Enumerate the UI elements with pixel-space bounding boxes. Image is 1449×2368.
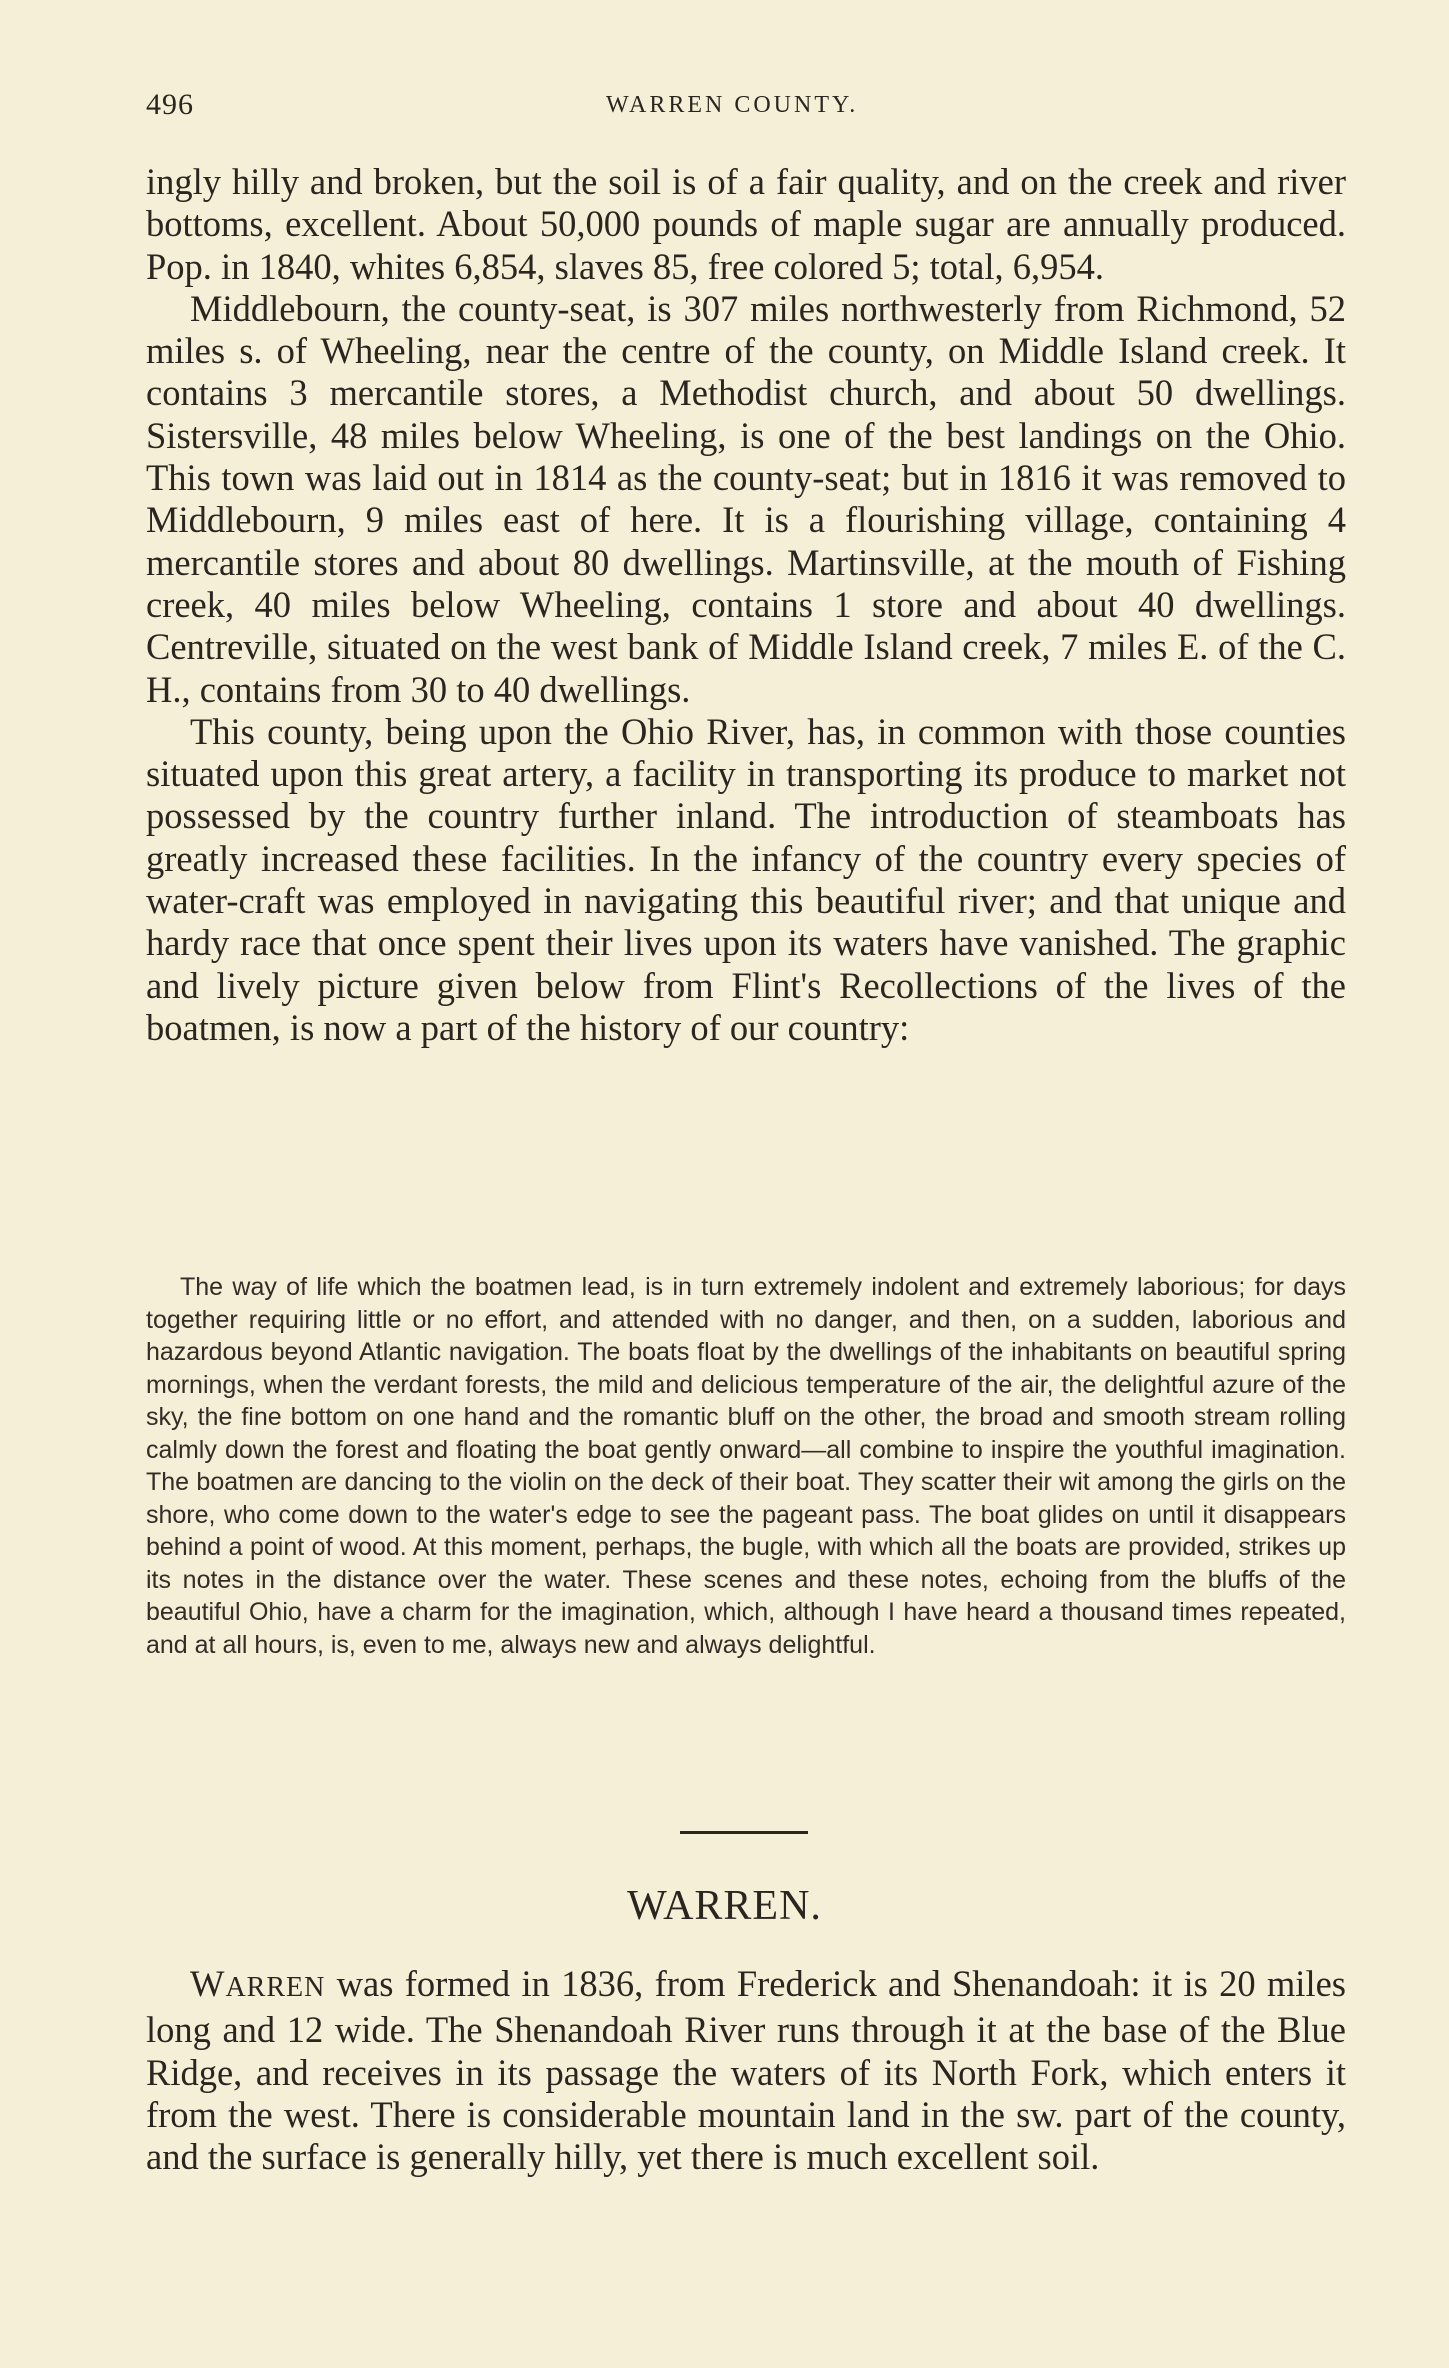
paragraph-continuation: ingly hilly and broken, but the soil is of a fair quality, and on the creek and river bottoms, excellent. About 50,000 pounds of maple sugar are annually produced. Pop. in 1840, whites 6,854, slaves 85, free colored 5; total, 6,954.: [146, 161, 1346, 287]
lead-word: W: [190, 1963, 226, 2004]
quotation-text: The way of life which the boatmen lead, is in turn extremely indolent and extremely laborious; for days together requiring little or no effort, and attended with no danger, and then, on a sudden, laborious and hazardous beyond Atlantic navigation. The boats float by the dwellings of the inhabitants on beautiful spring mornings, when the verdant forests, the mild and delicious temperature of the air, the delightful azure of the sky, the fine bottom on one hand and the romantic bluff on the other, the broad and smooth stream rolling calmly down the forest and floating the boat gently onward—all combine to inspire the youthful imagination. The boatmen are dancing to the violin on the deck of their boat. They scatter their wit among the girls on the shore, who come down to the water's edge to see the pageant pass. The boat glides on until it disappears behind a point of wood. At this moment, perhaps, the bugle, with which all the boats are provided, strikes up its notes in the distance over the water. These scenes and these notes, echoing from the bluffs of the beautiful Ohio, have a charm for the imagination, which, although I have heard a thousand times repeated, and at all hours, is, even to me, always new and always delightful.: [146, 1273, 1346, 1659]
warren-paragraph-text: was formed in 1836, from Frederick and Shenandoah: it is 20 miles long and 12 wide. The Shenandoah River runs through it at the base of the Blue Ridge, and receives in its passage the waters of its North Fork, which enters it from the west. There is considerable mountain land in the sw. part of the county, and the surface is generally hilly, yet there is much excellent soil.: [146, 1963, 1346, 2178]
flint-quotation: [146, 1271, 1346, 1661]
paragraph-ohio-river: This county, being upon the Ohio River, has, in common with those counties situated upon this great artery, a facility in transporting its produce to market not possessed by the country further inland. The introduction of steamboats has greatly increased these facilities. In the infancy of the country every species of water-craft was employed in navigating this beautiful river; and that unique and hardy race that once spent their lives upon its waters have vanished. The graphic and lively picture given below from Flint's Recollections of the lives of the boatmen, is now a part of the history of our country:: [146, 710, 1346, 1048]
page-header: [146, 88, 1346, 128]
page-number: 496: [146, 88, 194, 121]
lead-word-rest: ARREN: [225, 1972, 326, 2003]
warren-county-text: [146, 1963, 1346, 2178]
paragraph-warren: [146, 1963, 1346, 2178]
wetzel-county-text: [146, 161, 1346, 1049]
running-head: WARREN COUNTY.: [606, 92, 859, 118]
paragraph-middlebourn: Middlebourn, the county-seat, is 307 miles northwesterly from Richmond, 52 miles s. of Wheeling, near the centre of the county, on Middle Island creek. It contains 3 mercantile stores, a Methodist church, and about 50 dwellings. Sistersville, 48 miles below Wheeling, is one of the best landings on the Ohio. This town was laid out in 1814 as the county-seat; but in 1816 it was removed to Middlebourn, 9 miles east of here. It is a flourishing village, containing 4 mercantile stores and about 80 dwellings. Martinsville, at the mouth of Fishing creek, 40 miles below Wheeling, contains 1 store and about 40 dwellings. Centreville, situated on the west bank of Middle Island creek, 7 miles E. of the C. H., contains from 30 to 40 dwellings.: [146, 287, 1346, 710]
section-divider: [680, 1831, 808, 1834]
section-title-warren: WARREN.: [627, 1883, 822, 1929]
